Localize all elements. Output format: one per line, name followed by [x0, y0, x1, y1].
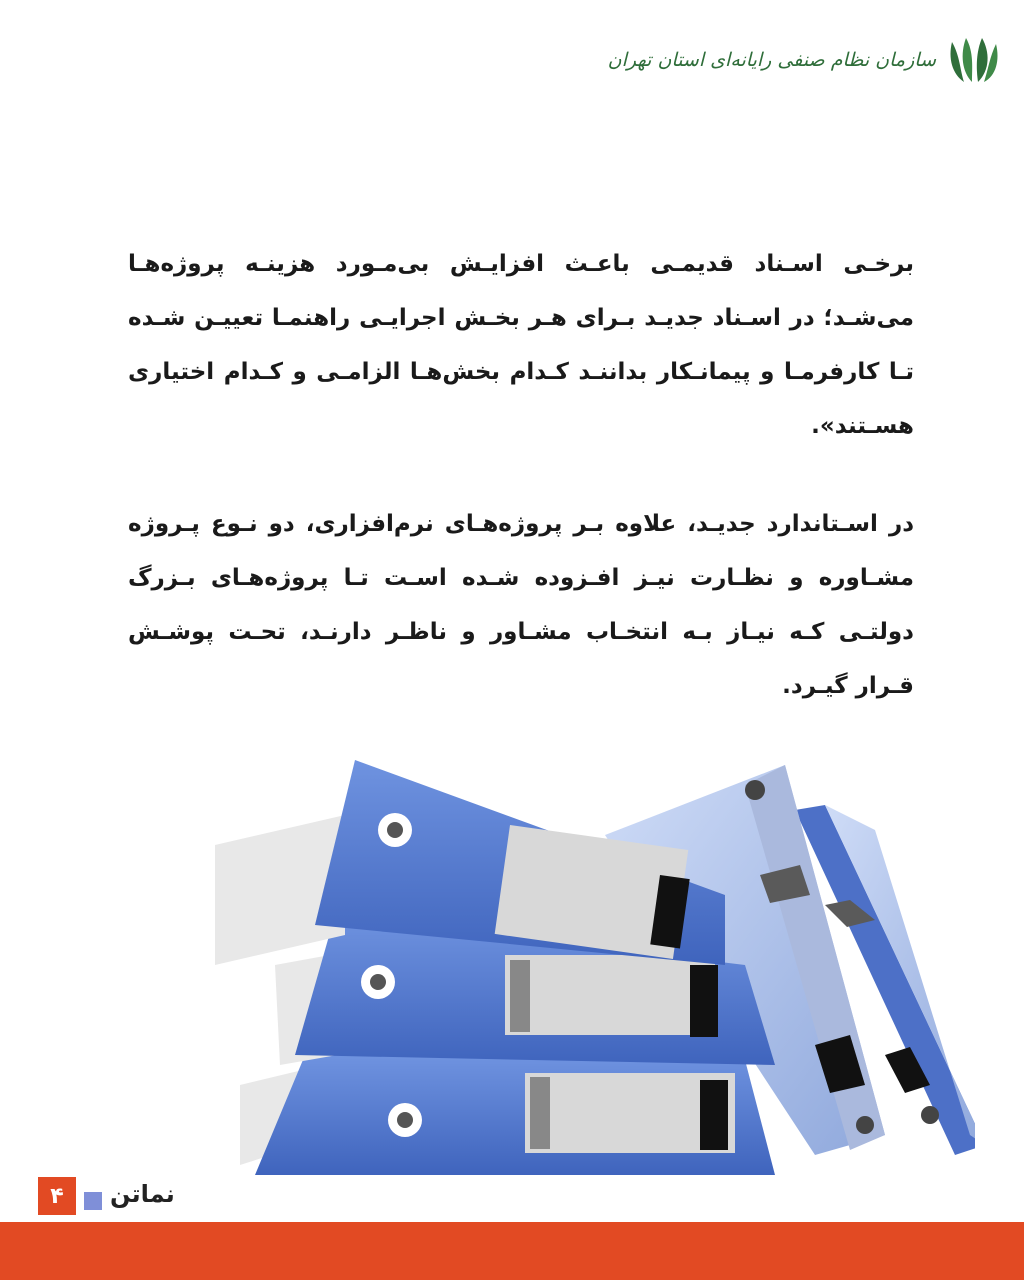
- paragraph-1: برخـی اسـناد قدیمـی باعـث افزایـش بی‌مـورد هزینـه پروژه‌هـا می‌شـد؛ در اسـناد جدیـد بـرای هـر بخـش اجرایـی راهنمـا تعییـن شـده تـا کارفرمـا و پیمانـکار بداننـد کـدام بخش‌هـا الزامـی و کـدام اختیاری هسـتند».: [128, 251, 914, 439]
- stack-binder-top: [215, 760, 725, 965]
- square-marker: [84, 1192, 102, 1210]
- page-number-badge: ۴: [38, 1177, 76, 1215]
- tulip-logo-icon: [946, 34, 1002, 86]
- paragraph-2: در اسـتاندارد جدیـد، علاوه بـر پروژه‌هـای نرم‌افزاری، دو نـوع پـروژه مشـاوره و نظـارت نیـز افـزوده شـده اسـت تـا پروژه‌هـای بـزرگ دولتـی کـه نیـاز بـه انتخـاب مشـاور و ناظـر دارنـد، تحـت پوشـش قـرار گیـرد.: [128, 511, 914, 699]
- org-logo: [608, 34, 1002, 86]
- binders-illustration: [185, 755, 975, 1190]
- footer-bar: [0, 1222, 1024, 1280]
- brand-label: نماتن: [110, 1180, 175, 1208]
- stack-binder-bottom: [240, 1055, 775, 1175]
- org-name: سازمان نظام صنفی رایانه‌ای استان تهران: [607, 49, 936, 71]
